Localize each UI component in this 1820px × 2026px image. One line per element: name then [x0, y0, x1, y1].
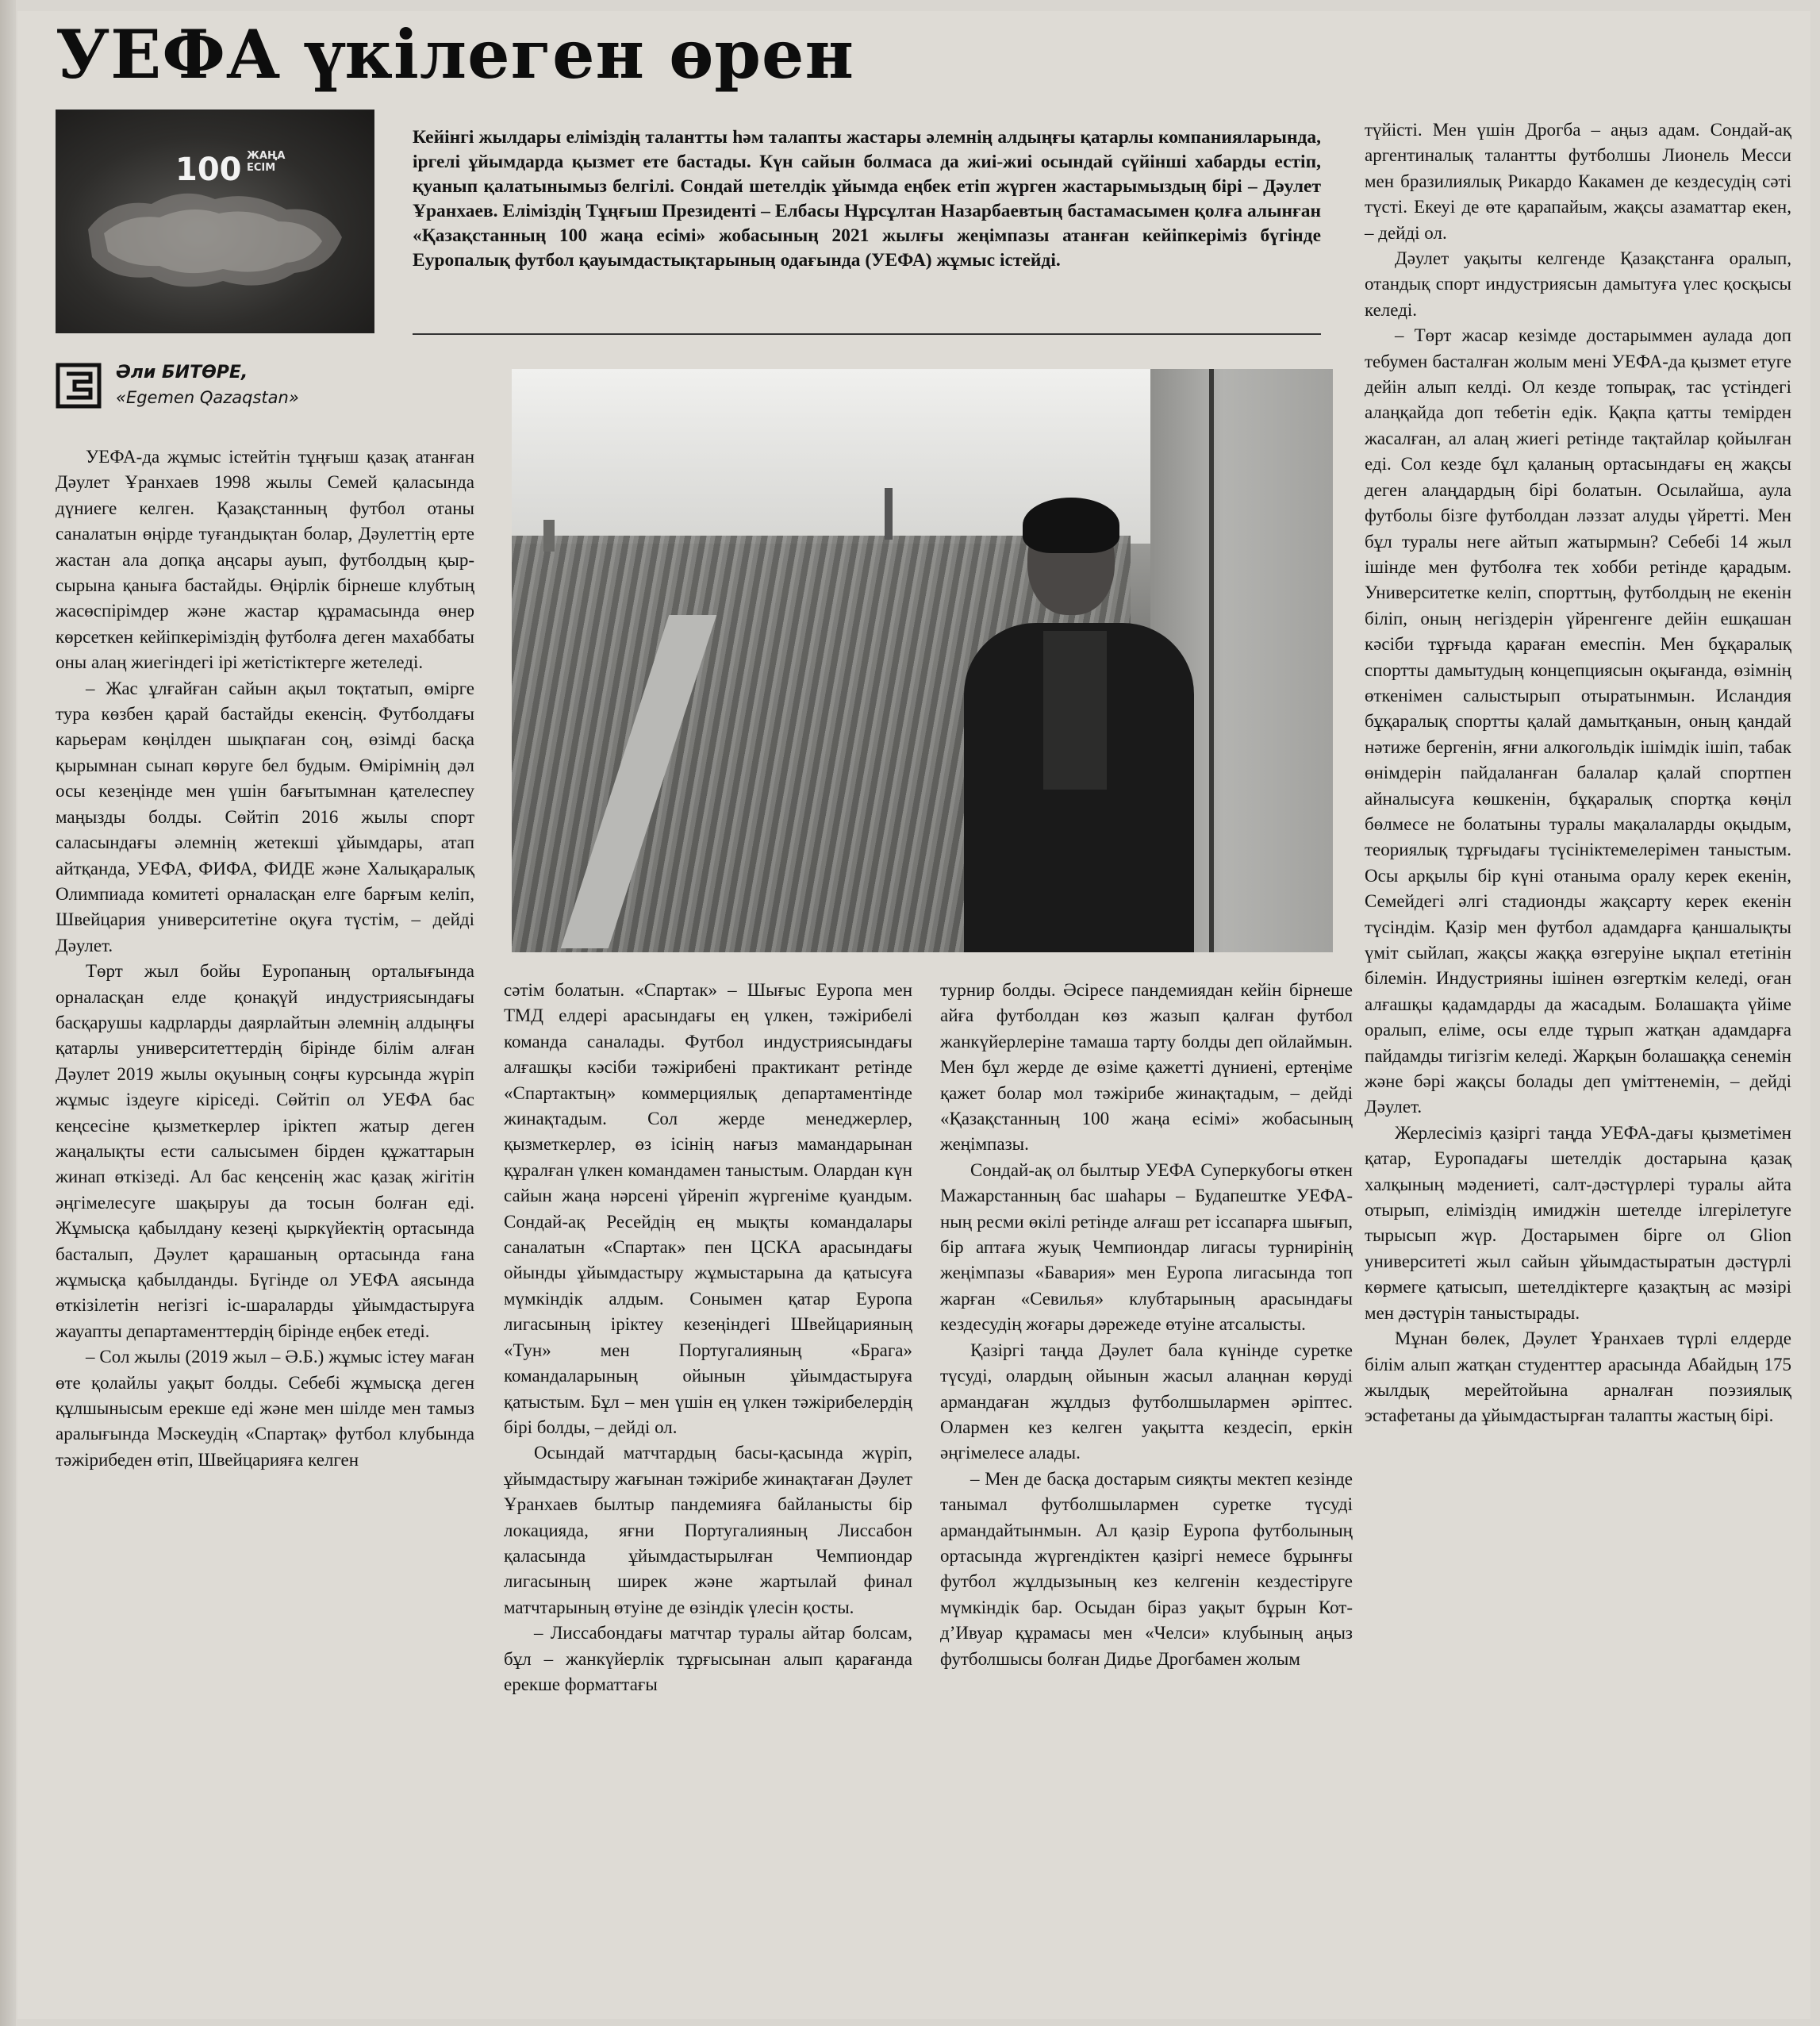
paragraph: – Жас ұлғайған сайын ақыл тоқтатып, өмірге тура көзбен қарай бастайды екенсің. Футболдағы карьерам көңілден шықпаған соң, өзімді басқа қырымнан сынап көруге бел будым. Өмірімнің дәл осы кезеңінде мен үшін бағытымнан қателеспеу маңызды болды. Сөйтіп 2016 жылы спорт саласындағы әлемнің жетекші ұйымдары, атап айтқанда, УЕФА, ФИФА, ФИДЕ және Халықаралық Олимпиада комитеті орналасқан елге барғым келіп, Швейцария университетіне оқуға түстім, – дейді Дәулет. [56, 678, 474, 955]
project-tag: ЖАҢА ЕСІМ [247, 150, 286, 174]
article-column-1 [56, 444, 474, 1473]
paragraph: Осындай матчтардың басы-қасында жүріп, ұйымдастыру жағынан тәжірибе жинақтаған Дәулет Ұранхаев былтыр пандемияға байланысты бір локацияда, яғни Португалияның Лиссабон қаласында ұйымдастырылған Чемпиондар лигасының ширек және жартылай финал матчтарының өтуіне де өзіндік үлесін қосты. [504, 1443, 912, 1617]
photo-person-hair [1023, 498, 1119, 553]
kazakhstan-map-icon [56, 110, 374, 333]
paragraph: – Төрт жасар кезімде достарыммен аулада доп тебумен басталған жолым мені УЕФА-да қызмет етуге дейін алып келді. Ол кезде топырақ, тас үстіндегі алаңқайда доп тебетін едік. Қақпа қатты темірден жасалған, ал алаң жиегі ретінде тақтайлар қойылған еді. Сол кезде бұл қаланың ортасындағы ең жақсы деген алаңдардың бірі болатын. Осылайша, аула футболы бізге футболдан ләззат алуды үйретті. Мен бұл туралы неге айтып жатырмын? Себебі 14 жыл ішінде мен футболға тек хобби ретінде қарадым. Университетке келіп, спорттың, футболдың не екенін біліп, оның негіздерін үйренгенге дейін ешқашан кәсіби тұрғыда қараған емеспін. Мен бұқаралық спортты дамытудың концепциясын оқығанда, өзімнің өткенімен салыстырып отыратынмын. Исландия бұқаралық спортты қалай дамытқанын, оның қандай нәтиже бергенін, яғни алкогольдік ішімдік ішіп, табак өнімдерін пайдаланған балалар қалай спортпен айналысуға көшкенін, бұқаралық спортқа көңіл бөлмесе не болатыны туралы мақалаларды оқыдым, теориялық тұрғыдағы түсініктемелерімен таныстым. Осы арқылы бір күні отаныма оралу керек екенін, Семейдегі әлгі стадионды жақсарту керек екенін түсіндім. Қазір мен футбол адамдарға қаншалықты үміт сыйлап, жақсы жаққа өзгеруіне ықпал ететінін білемін. Индустрияны ішінен өзгерткім келеді, оған алғашқы қадамдарды да жасадым. Болашақта үйіме оралып, еліме, осы елде тұрып жатқан адамдарға пайдамды тигізгім келеді. Жарқын болашаққа сенемін және бәрі жақсы болады деп үміттенемін, – дейді Дәулет. [1365, 325, 1791, 1117]
project-number: 100 [175, 152, 242, 188]
newspaper-name: «Egemen Qazaqstan» [116, 388, 299, 407]
portrait-photo [512, 369, 1333, 952]
article-lead: Кейінгі жылдары еліміздің талантты һәм талапты жастары әлемнің алдыңғы қатарлы компанияларында, іргелі ұйымдарда қызмет ете бастады. Күн сайын болмаса да жиі-жиі осындай сүйінші хабарды естіп, қуанып қалатынымыз белгілі. Сондай шетелдік ұйымда еңбек етіп жүрген жастарымыздың бірі – Дәулет Ұранхаев. Еліміздің Тұңғыш Президенті – Елбасы Нұрсұлтан Назарбаевтың бастамасымен қолға алынған «Қазақстанның 100 жаңа есімі» жобасының 2021 жылғы жеңімпазы атанған кейіпкеріміз бүгінде Еуропалық футбол қауымдастықтарының одағында (УЕФА) жұмыс істейді. [413, 127, 1321, 271]
article-column-2 [504, 978, 912, 1697]
photo-wall-frame [1209, 369, 1214, 952]
photo-person [956, 504, 1194, 952]
byline [56, 361, 373, 417]
paragraph: УЕФА-да жұмыс істейтін тұңғыш қазақ атанған Дәулет Ұранхаев 1998 жылы Семей қаласында дүниеге келген. Қазақстанның футбол отаны саналатын өңірде туғандықтан болар, Дәулеттің ерте жастан ала допқа аңсары ауып, футболдың қыр-сырына қаныға бастайды. Өңірлік бірнеше клубтың жасөспірімдер және жастар құрамасында өнер көрсеткен кейіпкеріміздің футболға деген махаббаты оны алаң жиегіндегі ірі жетістіктерге жетеледі. [56, 447, 474, 673]
paragraph: турнир болды. Әсіресе пандемиядан кейін бірнеше айға футболдан көз жазып қалған футбол жанкүйерлеріне тамаша тарту болды деп ойлаймын. Мен бұл жерде де өзіме қажетті дүниені, ертеңіме қажет болар мол тәжірибе жинақтадым, – дейді «Қазақстанның 100 жаңа есімі» жобасының жеңімпазы. [940, 980, 1353, 1155]
paragraph: Төрт жыл бойы Еуропаның орталығында орналасқан елде қонақүй индустриясындағы басқарушы кадрларды даярлайтын әлемнің алдыңғы қатарлы университеттердің бірінде білім алған Дәулет 2019 жылы оқуының соңғы курсында жүріп жұмыс іздеуге кіріседі. Сөйтіп ол УЕФА бас кеңсесіне қызметкерлер іріктеп жатыр деген жаңалықты ести салысымен бірден құжаттарын жинап өткізеді. Ал бас кеңсенің жас қазақ жігітін әңгімелесуге шақыруы да тосын болған еді. Жұмысқа қабылдану кезеңі қыркүйектің ортасында басталып, Дәулет қарашаның ортасында ғана жұмысқа қабылданды. Бүгінде ол УЕФА аясында өткізілетін негізгі іс-шараларды ұйымдастыруға жауапты департаменттердің бірінде еңбек етеді. [56, 961, 474, 1341]
paragraph: – Сол жылы (2019 жыл – Ә.Б.) жұмыс істеу маған өте қолайлы уақыт болды. Себебі жұмысқа деген құлшынысым ерекше еді және мен шілде мен тамыз аралығында Мәскеудің «Спартақ» футбол клубында тәжірибеден өтіп, Швейцарияға келген [56, 1347, 474, 1470]
page-edge [0, 0, 16, 2026]
paragraph: түйісті. Мен үшін Дрогба – аңыз адам. Сондай-ақ аргентиналық талантты футболшы Лионель Месси мен бразилиялық Рикардо Какамен де кездесудің сәті түсті. Екеуі де өте қарапайым, жақсы азаматтар екен, – дейді ол. [1365, 120, 1791, 243]
article-headline: УЕФА үкілеген өрен [56, 15, 854, 94]
paragraph: Дәулет уақыты келгенде Қазақстанға оралып, отандық спорт индустриясын дамытуға үлес қосқысы келеді. [1365, 248, 1791, 320]
article-column-4 [1365, 117, 1791, 1429]
paragraph: Мұнан бөлек, Дәулет Ұранхаев түрлі елдерде білім алып жатқан студенттер арасында Абайдың 175 жылдық мерейтойына арналған поэзиялық эстафетаны да ұйымдастырған талапты жастың бірі. [1365, 1328, 1791, 1426]
article-column-3 [940, 978, 1353, 1672]
paragraph: Қазіргі таңда Дәулет бала күнінде суретке түсуді, олардың ойынын жасыл алаңнан көруді армандаған жұлдыз футболшылармен әріптес. Олармен кез келген уақытта кездесіп, еркін әңгімелесе алады. [940, 1340, 1353, 1463]
paragraph: – Мен де басқа достарым сияқты мектеп кезінде танымал футболшылармен суретке түсуді армандайтынмын. Ал қазір Еуропа футболының ортасында жүргендіктен қазіргі немесе бұрынғы футбол жұлдызының кез келгенін кездестіруге мүмкіндік бар. Осыдан біраз уақыт бұрын Кот-д’Ивуар құрамасы мен «Челси» клубының аңыз футболшысы болған Дидье Дрогбамен жолым [940, 1468, 1353, 1669]
project-logo-image [56, 110, 374, 333]
photo-eiffel-tower [885, 488, 893, 540]
newspaper-logo-icon [56, 363, 102, 409]
author-name: Әли БИТӨРЕ, [116, 363, 248, 383]
paragraph: Сондай-ақ ол былтыр УЕФА Суперкубогы өткен Мажарстанның бас шаһары – Будапештке УЕФА-ның ресми өкілі ретінде алғаш рет іссапарға шығып, бір аптаға жуық Чемпиондар лигасы турнирінің жеңімпазы «Бавария» мен Еуропа лигасында топ жарған «Севилья» клубтарының арасындағы кездесудің жоғары дәрежеде өтуіне атсалысты. [940, 1159, 1353, 1335]
lead-divider [413, 333, 1321, 335]
photo-person-sweater [1043, 631, 1107, 790]
paragraph: Жерлесіміз қазіргі таңда УЕФА-дағы қызметімен қатар, Еуропадағы шетелдік достарына қазақ халқының мәдениеті, салт-дәстүрлері туралы айта отырып, еліміздің имиджін шетелде ілгерілетуге тырысып жүр. Достарымен бірге ол Glion университеті жыл сайын ұйымдастыратын дәстүрлі көрмеге қатысып, шетелдіктерге қазақтың ас мәзірі мен дәстүрін таныстырады. [1365, 1122, 1791, 1323]
paragraph: – Лиссабондағы матчтар туралы айтар болсам, бұл – жанкүйерлік тұрғысынан алып қарағанда ерекше форматтағы [504, 1623, 912, 1694]
photo-skyscraper [543, 520, 555, 552]
paragraph: сәтім болатын. «Спартак» – Шығыс Еуропа мен ТМД елдері арасындағы ең үлкен, тәжірибелі команда саналады. Футбол индустриясындағы алғашқы кәсіби тәжірибені практикант ретінде «Спартактың» коммерциялық департаментінде жинақтадым. Сол жерде менеджерлер, қызметкерлер, өз ісінің нағыз мамандарынан құралған үлкен командамен таныстым. Олардан күн сайын жаңа нәрсені үйреніп жүргеніме қуандым. Сондай-ақ Ресейдің ең мықты командалары саналатын «Спартак» пен ЦСКА арасындағы ойынды ұйымдастыру жұмыстарына да қатысуға мүмкіндік алдым. Сонымен қатар Еуропа лигасының іріктеу кезеңіндегі Швейцарияның «Тун» мен Португалияның «Брага» командаларының ойынын ұйымдастыруға қатыстым. Бұл – мен үшін ең үлкен тәжірибелердің бірі болды, – дейді ол. [504, 980, 912, 1437]
